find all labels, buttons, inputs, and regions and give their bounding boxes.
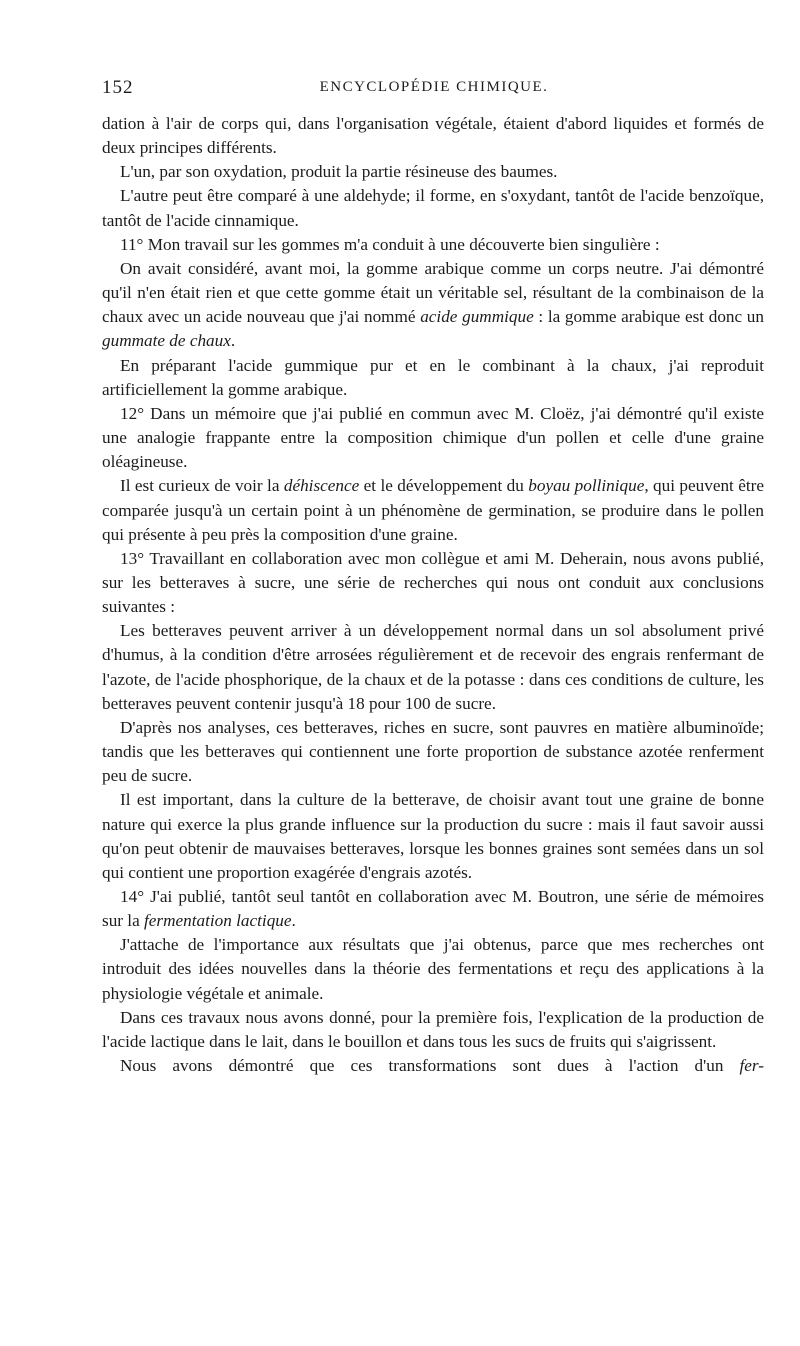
italic-term: acide gummique bbox=[420, 307, 534, 327]
body-text bbox=[102, 112, 764, 1078]
paragraph-13 bbox=[102, 885, 764, 933]
paragraph-text: , qui peuvent être comparée jusqu'à un certain point à un phénomène de germination, se produire dans le pollen qui présente à peu près la composition d'une graine. bbox=[102, 476, 764, 544]
running-title: ENCYCLOPÉDIE CHIMIQUE. bbox=[319, 79, 549, 95]
paragraph-text: L'autre peut être comparé à une aldehyde; il forme, en s'oxydant, tantôt de l'acide benzoïque, tantôt de l'acide cinnamique. bbox=[102, 186, 764, 230]
italic-term: déhiscence bbox=[283, 476, 360, 496]
paragraph-text: Il est important, dans la culture de la betterave, de choisir avant tout une graine de bonne nature qui exerce la plus grande influence sur la production du sucre : mais il faut savoir aussi qu'on peut obtenir de mauvaises betteraves, lorsque les bonnes graines sont semées dans un sol qui contient une proportion exagérée d'engrais azotés. bbox=[102, 790, 764, 882]
paragraph-text: Nous avons démontré que ces transformations sont dues à l'action d'un bbox=[120, 1056, 740, 1076]
paragraph-text: 12° Dans un mémoire que j'ai publié en commun avec M. Cloëz, j'ai démontré qu'il existe une analogie frappante entre la composition chimique d'un pollen et celle d'une graine oléagineuse. bbox=[102, 403, 764, 472]
paragraph-10 bbox=[102, 619, 764, 716]
paragraph-text: En préparant l'acide gummique pur et en le combinant à la chaux, j'ai reproduit artificiellement la gomme arabique. bbox=[102, 355, 764, 399]
paragraph-text: : la gomme arabique est donc un bbox=[533, 307, 764, 327]
paragraph-text: Les betteraves peuvent arriver à un développement normal dans un sol absolument privé d'humus, à la condition d'être arrosées régulièrement et de recevoir des engrais renfermant de l'azote, de l'acide phosphorique, de la chaux et de la potasse : dans ces conditions de culture, les betteraves peuvent contenir jusqu'à 18 pour 100 de sucre. bbox=[102, 621, 764, 713]
paragraph-text: . bbox=[230, 331, 236, 351]
paragraph-text: 13° Travaillant en collaboration avec mon collègue et ami M. Deherain, nous avons publié, sur les betteraves à sucre, une série de recherches qui nous ont conduit aux conclusions suivantes : bbox=[102, 548, 764, 617]
italic-term: gummate de chaux bbox=[102, 331, 231, 351]
paragraph-text: 14° J'ai publié, tantôt seul tantôt en collaboration avec M. Boutron, une série de mémoires sur la bbox=[102, 887, 764, 931]
paragraph-12 bbox=[102, 788, 764, 885]
paragraph-2 bbox=[102, 160, 764, 184]
paragraph-text: et le développement du bbox=[359, 476, 529, 496]
paragraph-text: 11° Mon travail sur les gommes m'a conduit à une découverte bien singulière : bbox=[120, 234, 660, 254]
paragraph-15 bbox=[102, 1006, 764, 1054]
italic-term: fer- bbox=[739, 1056, 764, 1076]
page-number: 152 bbox=[102, 77, 134, 98]
paragraph-text: Il est curieux de voir la bbox=[120, 476, 284, 496]
italic-term: boyau pollinique bbox=[528, 476, 645, 496]
paragraph-text: Dans ces travaux nous avons donné, pour la première fois, l'explication de la production de l'acide lactique dans le lait, dans le bouillon et dans tous les sucs de fruits qui s'aigrissent. bbox=[102, 1007, 764, 1051]
paragraph-9 bbox=[102, 547, 764, 619]
paragraph-text: On avait considéré, avant moi, la gomme arabique comme un corps neutre. J'ai démontré qu'il n'en était rien et que cette gomme était un véritable sel, résultant de la combinaison de la chaux avec un acide nouveau que j'ai nommé bbox=[102, 258, 764, 327]
paragraph-11 bbox=[102, 716, 764, 788]
paragraph-5 bbox=[102, 257, 764, 354]
paragraph-6 bbox=[102, 354, 764, 402]
paragraph-text: L'un, par son oxydation, produit la partie résineuse des baumes. bbox=[120, 162, 558, 182]
paragraph-text: D'après nos analyses, ces betteraves, riches en sucre, sont pauvres en matière albuminoïde; tandis que les betteraves qui contiennent une forte proportion de substance azotée renferment peu de sucre. bbox=[102, 717, 764, 786]
paragraph-8 bbox=[102, 474, 764, 546]
paragraph-1 bbox=[102, 112, 764, 160]
paragraph-14 bbox=[102, 933, 764, 1005]
paragraph-3 bbox=[102, 184, 764, 232]
paragraph-16 bbox=[102, 1054, 764, 1078]
paragraph-text: dation à l'air de corps qui, dans l'organisation végétale, étaient d'abord liquides et formés de deux principes différents. bbox=[102, 114, 764, 158]
paragraph-7 bbox=[102, 402, 764, 474]
paragraph-text: . bbox=[291, 911, 296, 931]
italic-term: fermentation lactique bbox=[144, 911, 292, 931]
paragraph-4 bbox=[102, 233, 764, 257]
paragraph-text: J'attache de l'importance aux résultats que j'ai obtenus, parce que mes recherches ont introduit des idées nouvelles dans la théorie des fermentations et reçu des applications à la physiologie végétale et animale. bbox=[102, 935, 764, 1003]
running-header bbox=[102, 77, 766, 101]
